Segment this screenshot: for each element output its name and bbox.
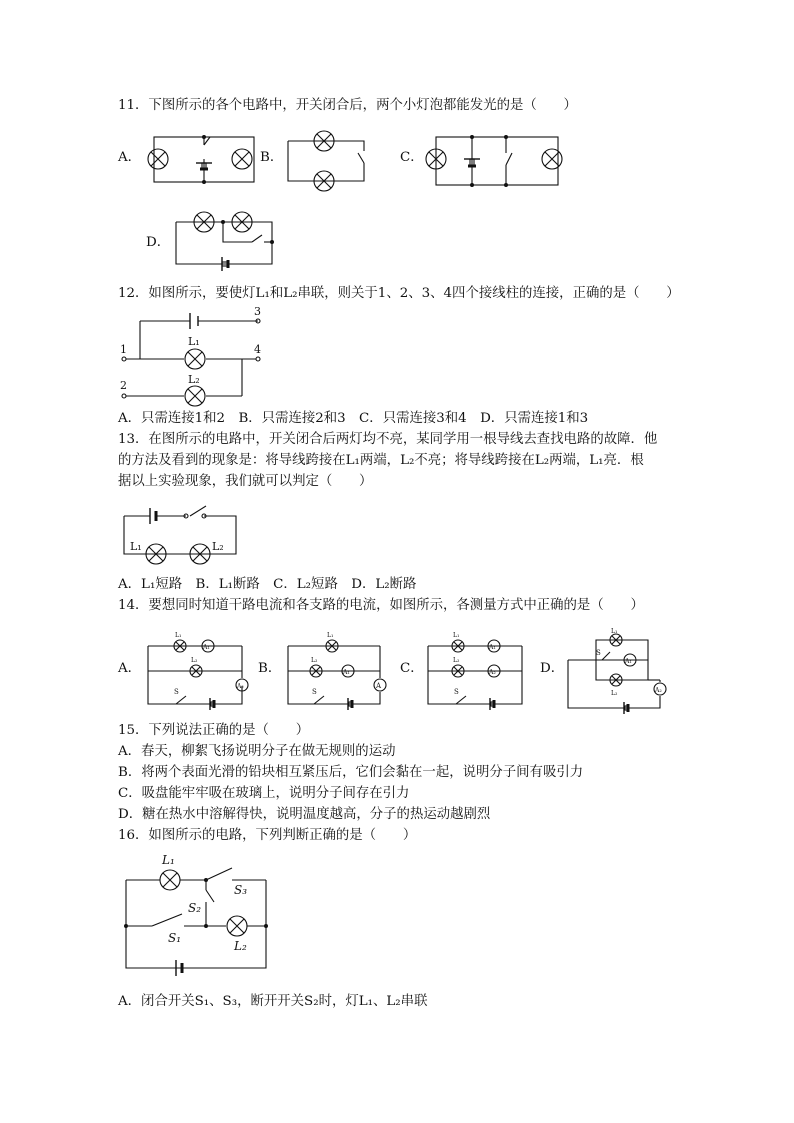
q14d-s-label: S (596, 649, 601, 657)
q14b-l2-label: L₂ (311, 657, 318, 664)
q14b-a-label: A (376, 682, 382, 690)
q14-circuit-b (284, 628, 394, 710)
q12-options: A．只需连接1和2 B．只需连接2和3 C．只需连接3和4 D．只需连接1和3 (118, 411, 589, 426)
q16-s2-label: S₂ (188, 901, 202, 915)
q12-circuit (118, 305, 268, 409)
q13-stem-line-3: 据以上实验现象，我们就可以判定（ ） (118, 474, 373, 489)
q14b-a1-label: A₁ (343, 669, 350, 676)
q14-circuit-a (146, 628, 256, 710)
q11-option-b-label: B． (260, 150, 284, 165)
q16-option-a: A．闭合开关S₁、S₃，断开开关S₂时，灯L₁、L₂串联 (118, 994, 428, 1009)
q14a-l2-label: L₂ (191, 657, 198, 664)
q16-s1-label: S₁ (168, 931, 182, 945)
q13-lamp-l1-label: L₁ (130, 540, 142, 553)
q11-circuit-d (172, 208, 278, 270)
q16-circuit (122, 850, 272, 982)
q15-option-d: D．糖在热水中溶解得快，说明温度越高，分子的热运动越剧烈 (118, 807, 491, 822)
q14d-a1-label: A₁ (625, 658, 632, 665)
q14-option-b-label: B． (258, 661, 282, 676)
q14-option-c-label: C． (400, 661, 424, 676)
q11-option-a-label: A． (118, 150, 142, 165)
q14c-l2-label: L₂ (453, 657, 460, 664)
q14-option-a-label: A． (118, 661, 142, 676)
q12-terminal-2: 2 (120, 379, 127, 392)
q16-l2-label: L₂ (234, 939, 247, 953)
q12-stem: 12．如图所示，要使灯L₁和L₂串联，则关于1、2、3、4四个接线柱的连接，正确的是（ ） (118, 286, 680, 301)
q12-terminal-3: 3 (254, 305, 261, 318)
q14d-a2-label: A₂ (655, 687, 662, 694)
q14a-a1-label: A₁ (203, 644, 210, 651)
q16-stem: 16．如图所示的电路，下列判断正确的是（ ） (118, 828, 417, 843)
q13-options: A．L₁短路 B．L₁断路 C．L₂短路 D．L₂断路 (118, 577, 417, 592)
q14d-l1-label: L₁ (611, 628, 618, 635)
q16-s3-label: S₃ (234, 883, 248, 897)
q15-option-b: B．将两个表面光滑的铅块相互紧压后，它们会黏在一起，说明分子间有吸引力 (118, 765, 584, 780)
q11-circuit-a (146, 133, 261, 185)
q14b-s-label: S (312, 688, 317, 696)
q12-lamp-l2-label: L₂ (188, 373, 200, 386)
q15-stem: 15．下列说法正确的是（ ） (118, 723, 310, 738)
q14c-a2-label: A₂ (489, 669, 496, 676)
q12-terminal-4: 4 (254, 343, 261, 356)
q13-stem-line-1: 13．在图所示的电路中，开关闭合后两灯均不亮，某同学用一根导线去查找电路的故障．他 (118, 432, 658, 447)
q13-lamp-l2-label: L₂ (212, 540, 224, 553)
q13-circuit (120, 500, 240, 572)
q16-l1-label: L₁ (162, 853, 175, 867)
q11-option-c-label: C． (400, 150, 424, 165)
q14-stem: 14．要想同时知道干路电流和各支路的电流，如图所示，各测量方式中正确的是（ ） (118, 598, 644, 613)
q14-option-d-label: D． (540, 661, 565, 676)
q12-terminal-1: 1 (120, 343, 127, 356)
q11-stem: 11．下图所示的各个电路中，开关闭合后，两个小灯泡都能发光的是（ ） (118, 98, 577, 113)
q13-stem-line-2: 的方法及看到的现象是：将导线跨接在L₁两端，L₂不亮；将导线跨接在L₂两端，L₁亮．根 (118, 453, 644, 468)
q14a-a2-label: A₂ (237, 683, 244, 690)
q11-circuit-c (424, 133, 566, 189)
q15-option-c: C．吸盘能牢牢吸在玻璃上，说明分子间存在引力 (118, 786, 410, 801)
q14c-l1-label: L₁ (453, 632, 460, 639)
q14-circuit-d (564, 626, 676, 710)
q14c-a1-label: A₁ (489, 644, 496, 651)
q11-option-d-label: D． (146, 235, 171, 250)
q14-circuit-c (426, 628, 536, 710)
q14a-s-label: S (174, 688, 179, 696)
q14b-l1-label: L₁ (327, 632, 334, 639)
q14c-s-label: S (454, 688, 459, 696)
q14d-l2-label: L₂ (611, 690, 618, 697)
q11-circuit-b (284, 127, 379, 191)
q14a-l1-label: L₁ (175, 632, 182, 639)
q12-lamp-l1-label: L₁ (188, 335, 200, 348)
q15-option-a: A．春天，柳絮飞扬说明分子在做无规则的运动 (118, 744, 396, 759)
